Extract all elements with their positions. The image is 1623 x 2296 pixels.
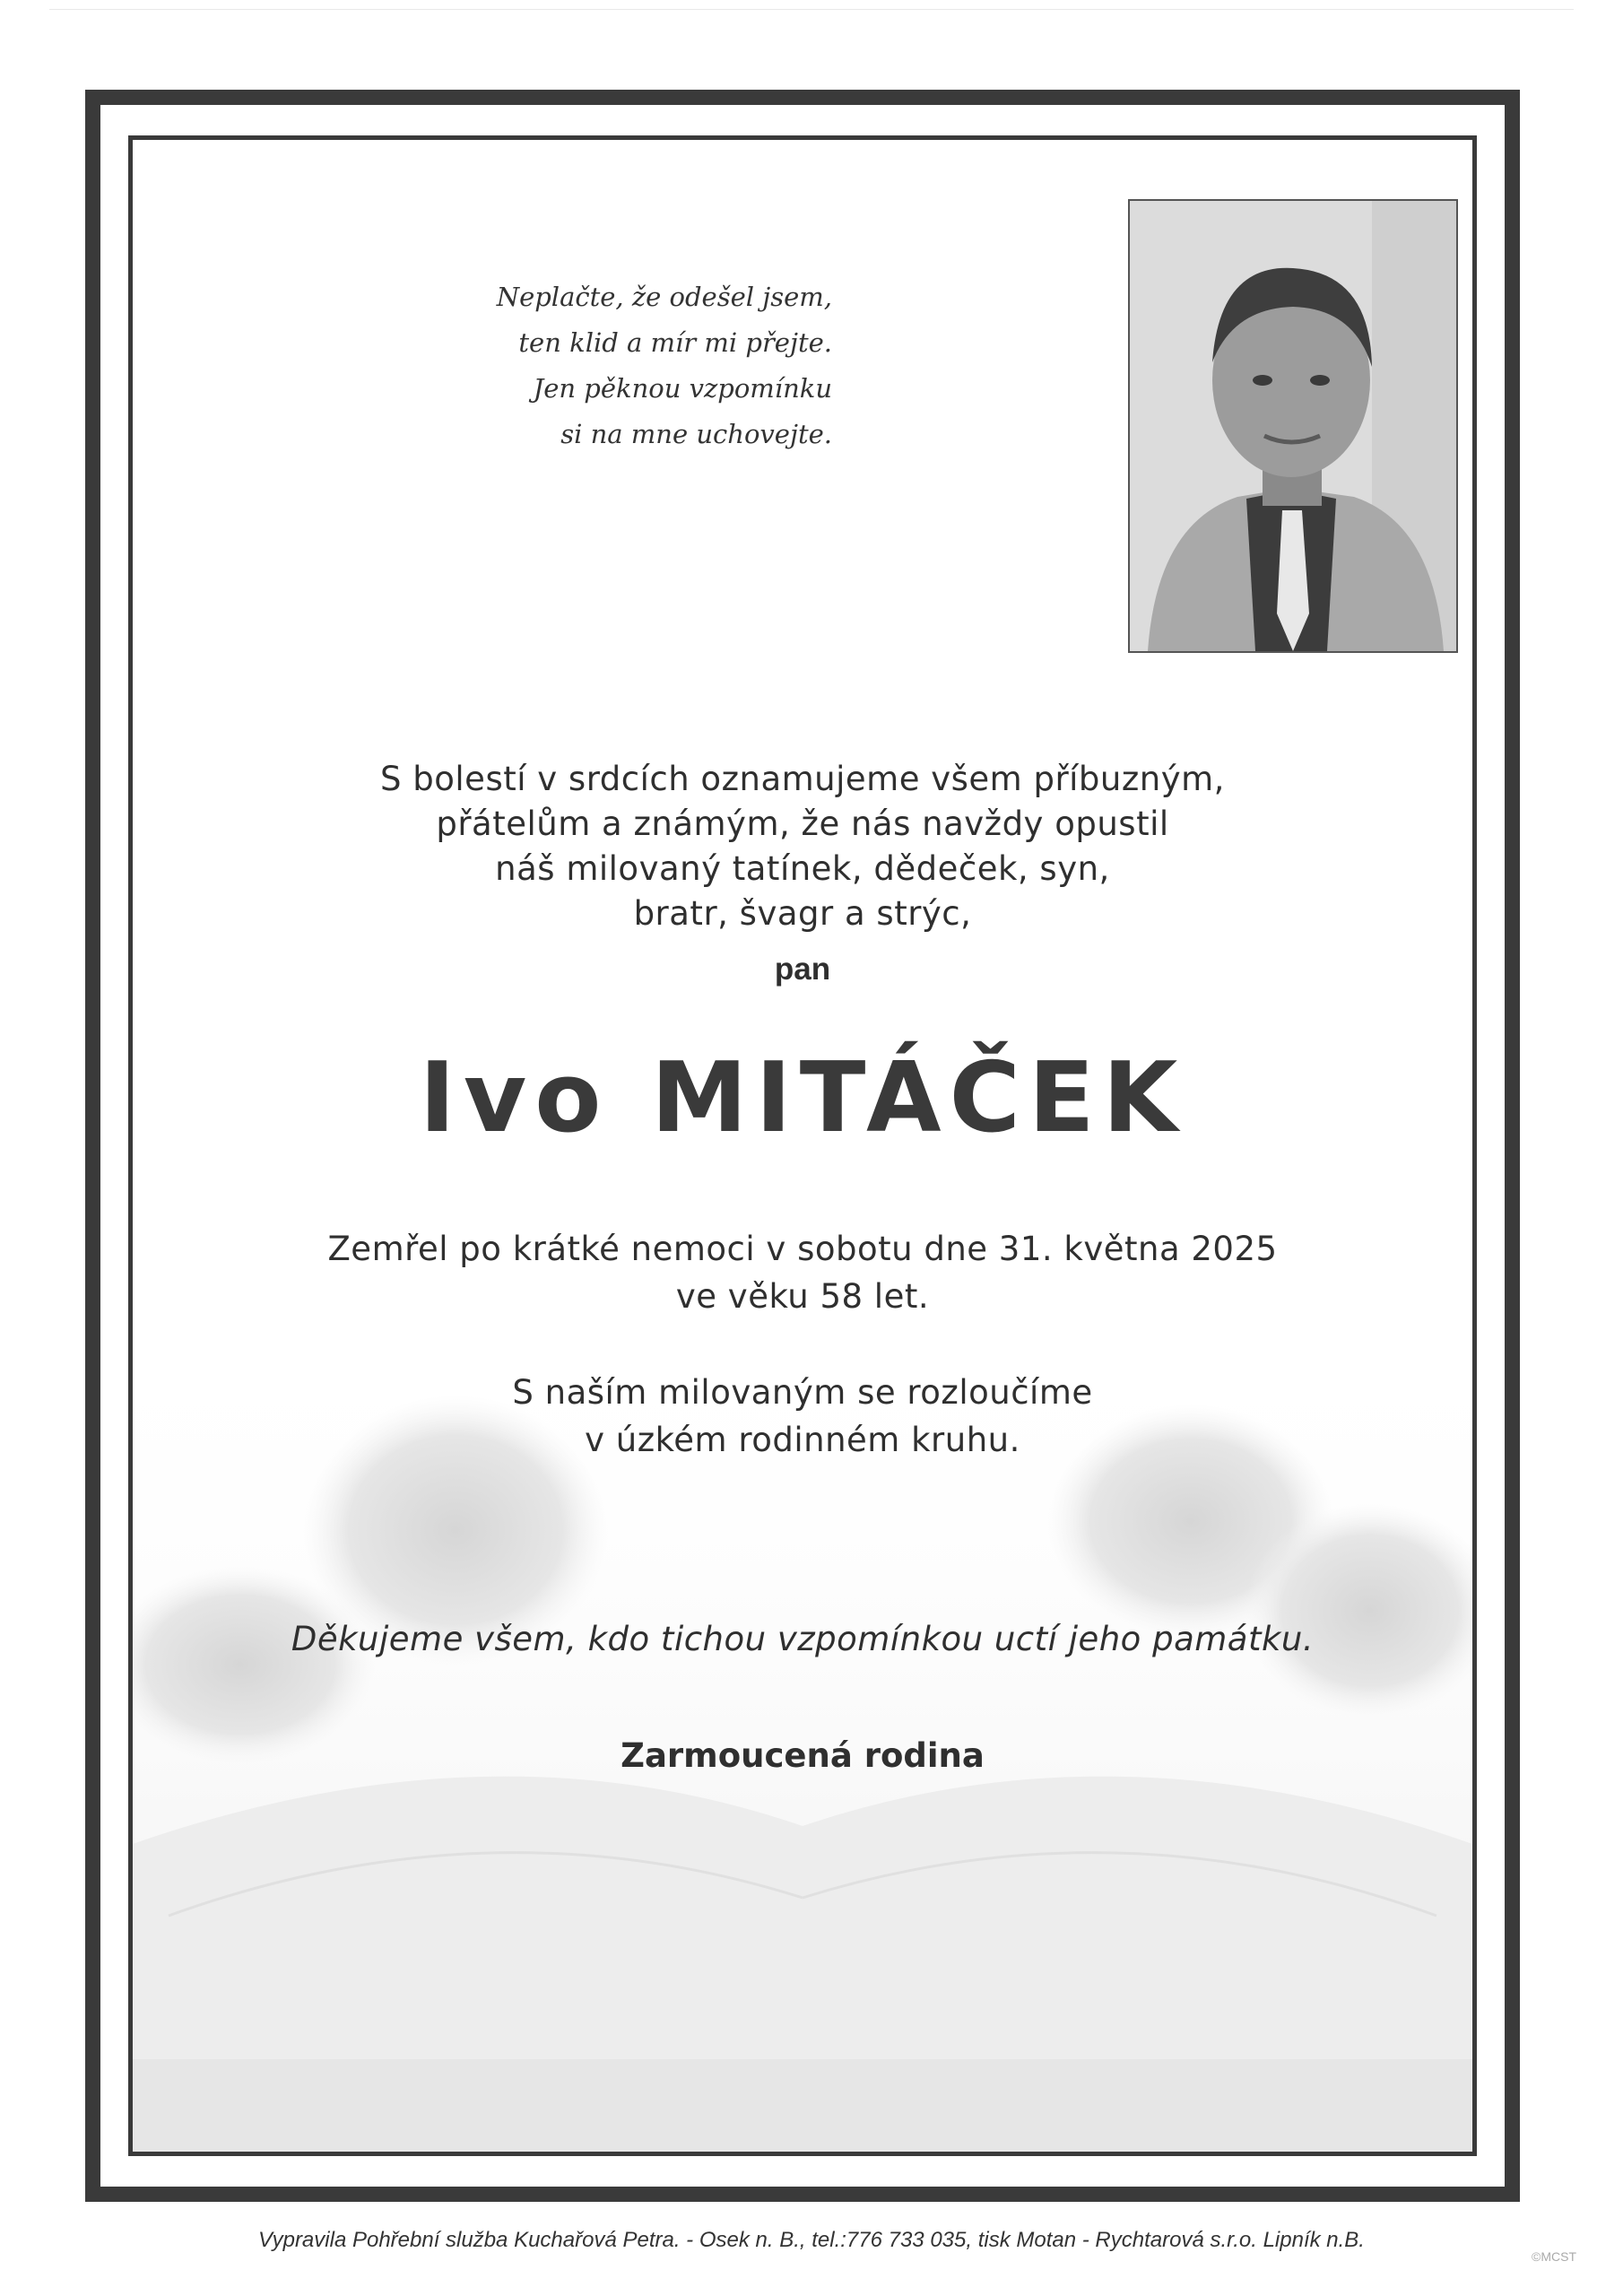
death-info-line: Zemřel po krátké nemoci v sobotu dne 31. května 2025 — [327, 1230, 1278, 1268]
funeral-service-footer: Vypravila Pohřební služba Kuchařová Petra. - Osek n. B., tel.:776 733 035, tisk Motan - Rychtarová s.r.o. Lipník n.B. — [258, 2228, 1365, 2252]
poem-line: si na mne uchovejte. — [560, 419, 832, 449]
deceased-name: Ivo MITÁČEK — [419, 1042, 1186, 1154]
memorial-poem — [402, 274, 832, 457]
copyright-mark: ©MCST — [1532, 2249, 1576, 2264]
family-signature: Zarmoucená rodina — [621, 1736, 985, 1775]
inner-frame — [128, 135, 1477, 2156]
death-info — [133, 1225, 1472, 1320]
farewell-info — [133, 1369, 1472, 1464]
announcement-line: S bolestí v srdcích oznamujeme všem příbuzným, — [380, 760, 1225, 798]
announcement-line: náš milovaný tatínek, dědeček, syn, — [495, 849, 1110, 888]
announcement-line: přátelům a známým, že nás navždy opustil — [436, 804, 1169, 843]
scan-edge-line — [49, 9, 1574, 10]
honorific: pan — [774, 952, 831, 987]
portrait-photo — [1128, 199, 1458, 653]
thanks-line: Děkujeme všem, kdo tichou vzpomínkou uctí jeho památku. — [291, 1620, 1315, 1658]
poem-line: ten klid a mír mi přejte. — [518, 327, 832, 358]
announcement-line: bratr, švagr a strýc, — [633, 894, 972, 933]
death-info-line: ve věku 58 let. — [675, 1277, 930, 1316]
farewell-line: S naším milovaným se rozloučíme — [512, 1373, 1093, 1412]
announcement-text — [133, 757, 1472, 936]
portrait-image — [1130, 201, 1456, 651]
poem-line: Neplačte, že odešel jsem, — [496, 282, 832, 312]
poem-line: Jen pěknou vzpomínku — [533, 373, 832, 404]
farewell-line: v úzkém rodinném kruhu. — [585, 1421, 1020, 1459]
